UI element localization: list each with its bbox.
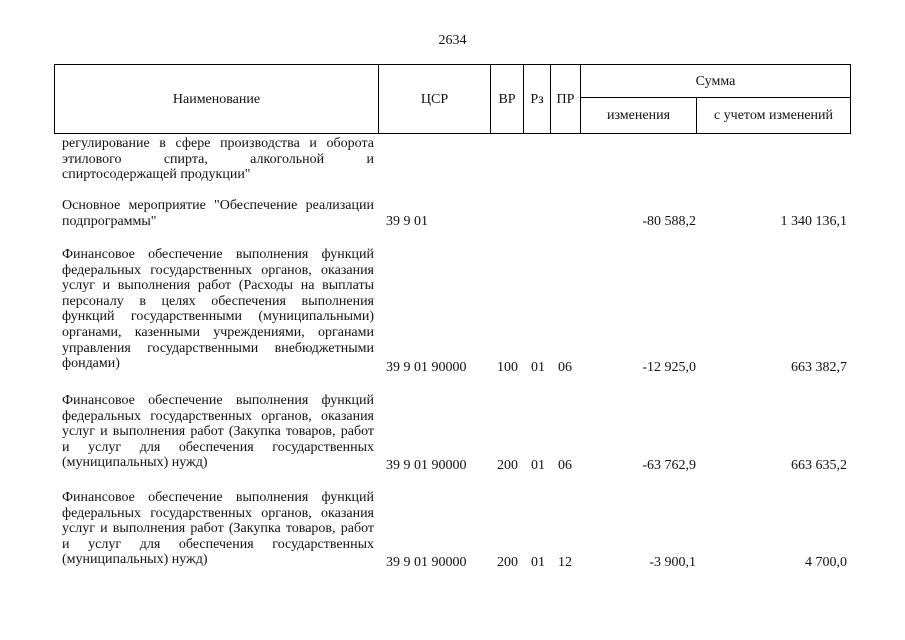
row-change: -12 925,0 xyxy=(642,360,696,376)
table-row xyxy=(0,136,905,185)
table-row xyxy=(0,198,905,230)
row-vr: 100 xyxy=(497,360,518,376)
row-total: 1 340 136,1 xyxy=(780,214,847,230)
row-rz: 01 xyxy=(531,458,545,474)
header-change: изменения xyxy=(606,108,671,123)
row-name: Финансовое обеспечение выполнения функций федеральных государственных органов, оказания услуг и выполнения работ (Закупка товаров, работ и услуг для обеспечения государственных (муниципальных) нужд) xyxy=(62,393,374,471)
row-change: -3 900,1 xyxy=(649,555,696,571)
row-name: регулирование в сфере производства и оборота этилового спирта, алкогольной и спиртосодержащей продукции" xyxy=(62,136,374,183)
row-total: 663 382,7 xyxy=(791,360,847,376)
table-header xyxy=(54,64,851,134)
row-csr: 39 9 01 90000 xyxy=(386,458,467,474)
row-name: Финансовое обеспечение выполнения функций федеральных государственных органов, оказания услуг и выполнения работ (Закупка товаров, работ и услуг для обеспечения государственных (муниципальных) нужд) xyxy=(62,490,374,568)
row-csr: 39 9 01 90000 xyxy=(386,555,467,571)
row-vr: 200 xyxy=(497,458,518,474)
row-csr: 39 9 01 xyxy=(386,214,428,230)
header-vr: ВР xyxy=(498,91,516,107)
row-pr: 06 xyxy=(558,360,572,376)
header-with-change: с учетом изменений xyxy=(713,108,834,123)
row-change: -80 588,2 xyxy=(642,214,696,230)
row-vr: 200 xyxy=(497,555,518,571)
row-total: 663 635,2 xyxy=(791,458,847,474)
table-row xyxy=(0,490,905,571)
table-row xyxy=(0,393,905,474)
table-row xyxy=(0,247,905,376)
header-csr: ЦСР xyxy=(420,91,449,107)
header-pr: ПР xyxy=(556,91,575,107)
row-change: -63 762,9 xyxy=(642,458,696,474)
row-pr: 06 xyxy=(558,458,572,474)
header-name: Наименование xyxy=(172,91,261,107)
page-number: 2634 xyxy=(438,33,467,48)
row-name: Основное мероприятие "Обеспечение реализации подпрограммы" xyxy=(62,198,374,229)
row-csr: 39 9 01 90000 xyxy=(386,360,467,376)
header-rz: Рз xyxy=(530,91,544,107)
row-rz: 01 xyxy=(531,555,545,571)
row-name: Финансовое обеспечение выполнения функций федеральных государственных органов, оказания услуг и выполнения работ (Расходы на выплаты персоналу в целях обеспечения выполнения функций государственными (муниципальными) органами, казенными учреждениями, органами управления государственными внебюджетными фондами) xyxy=(62,247,374,372)
row-rz: 01 xyxy=(531,360,545,376)
row-total: 4 700,0 xyxy=(805,555,847,571)
row-pr: 12 xyxy=(558,555,572,571)
header-sum: Сумма xyxy=(695,73,736,89)
